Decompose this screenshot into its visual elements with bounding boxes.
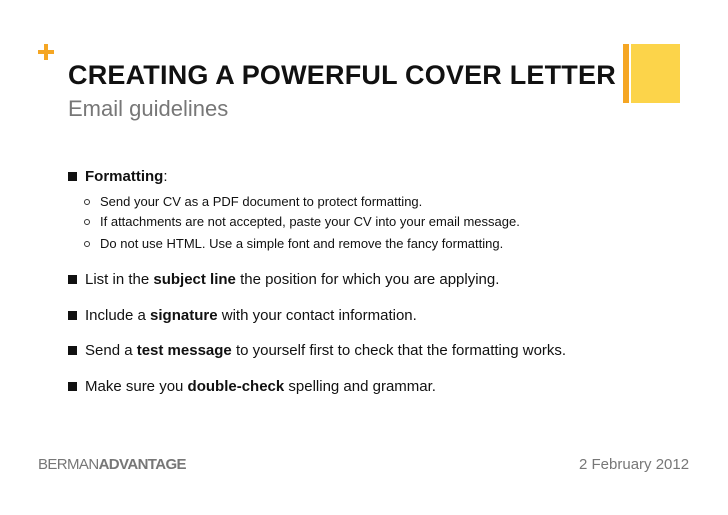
bullet-signature bbox=[68, 307, 417, 324]
formatting-colon: : bbox=[163, 168, 168, 185]
bullet-text: Make sure you bbox=[85, 378, 188, 395]
circle-bullet-icon bbox=[84, 199, 90, 205]
brand-logo bbox=[38, 456, 186, 473]
slide-title: CREATING A POWERFUL COVER LETTER bbox=[68, 60, 616, 90]
square-bullet-icon bbox=[68, 346, 77, 355]
accent-bar-thin bbox=[623, 44, 629, 103]
bullet-text: to yourself first to check that the formatting works. bbox=[231, 342, 567, 359]
formatting-label: Formatting bbox=[85, 168, 164, 185]
sub-bullet bbox=[84, 214, 520, 229]
bullet-text: with your contact information. bbox=[217, 307, 417, 324]
bullet-subject-line bbox=[68, 271, 499, 288]
slide-date: 2 February 2012 bbox=[579, 456, 690, 473]
accent-bar-wide bbox=[631, 44, 680, 103]
bullet-test-message bbox=[68, 342, 566, 359]
sub-bullet bbox=[84, 194, 422, 209]
sub-bullet-text: Do not use HTML. Use a simple font and remove the fancy formatting. bbox=[100, 236, 504, 251]
bullet-emphasis: subject line bbox=[153, 271, 236, 288]
brand-part-2: ADVANTAGE bbox=[98, 456, 186, 473]
square-bullet-icon bbox=[68, 172, 77, 181]
square-bullet-icon bbox=[68, 275, 77, 284]
bullet-text: the position for which you are applying. bbox=[235, 271, 500, 288]
bullet-text: spelling and grammar. bbox=[284, 378, 436, 395]
circle-bullet-icon bbox=[84, 241, 90, 247]
bullet-double-check bbox=[68, 378, 436, 395]
bullet-emphasis: signature bbox=[150, 307, 218, 324]
circle-bullet-icon bbox=[84, 219, 90, 225]
bullet-formatting bbox=[68, 168, 168, 185]
plus-icon bbox=[38, 44, 54, 60]
sub-bullet-text: Send your CV as a PDF document to protect formatting. bbox=[100, 194, 423, 209]
bullet-emphasis: double-check bbox=[187, 378, 285, 395]
bullet-text: Send a bbox=[85, 342, 137, 359]
bullet-emphasis: test message bbox=[136, 342, 232, 359]
bullet-text: List in the bbox=[85, 271, 154, 288]
brand-part-1: BERMAN bbox=[38, 456, 99, 473]
square-bullet-icon bbox=[68, 311, 77, 320]
bullet-text: Include a bbox=[85, 307, 151, 324]
slide-subtitle: Email guidelines bbox=[68, 96, 229, 121]
sub-bullet bbox=[84, 236, 503, 251]
sub-bullet-text: If attachments are not accepted, paste your CV into your email message. bbox=[100, 214, 520, 229]
square-bullet-icon bbox=[68, 382, 77, 391]
